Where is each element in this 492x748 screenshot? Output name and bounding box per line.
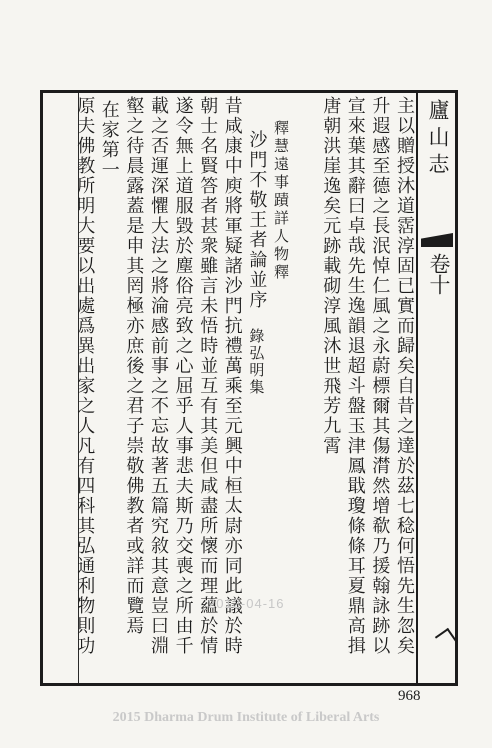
text-column — [146, 96, 170, 680]
text-column — [244, 130, 268, 714]
text-column — [294, 96, 318, 680]
column-text: 唐朝洪崖逸矣元跡載砌淳風沐世飛芳九霄 — [320, 96, 342, 456]
text-column — [72, 96, 96, 680]
text-column — [318, 96, 342, 680]
text-column — [392, 96, 416, 680]
running-header — [416, 93, 456, 683]
column-text: 升遐感至德之長泯悼仁風之永蔚標爾其傷潸然增欷乃援翰詠跡以 — [369, 96, 391, 656]
source-note: 錄弘明集 — [247, 328, 266, 396]
column-text: 沙門不敬王者論並序 — [246, 130, 268, 310]
column-text: 朝士名賢答者甚衆雖言未悟時並互有其美但咸盡所懷而理蘊於情 — [197, 96, 219, 656]
text-column — [97, 100, 121, 684]
column-text: 釋慧遠事蹟詳人物釋 — [272, 120, 290, 282]
page-number: 968 — [398, 688, 421, 704]
volume-label: 卷十 — [427, 253, 451, 295]
text-column — [343, 96, 367, 680]
column-text: 原夫佛教所明大要以出處爲異出家之人凡有四科其弘通利物則功 — [74, 96, 96, 656]
text-column — [269, 120, 293, 704]
date-watermark: 2012-04-16 — [208, 596, 285, 611]
fishtail-mark — [421, 233, 453, 247]
corner-mark — [435, 628, 457, 650]
text-column — [171, 96, 195, 680]
text-column — [220, 96, 244, 680]
text-column — [367, 96, 391, 680]
column-text: 宣來葉其辭曰卓哉先生逸韻退超斗盤玉津鳳戢瓊條條耳夏鼎高揖 — [344, 96, 366, 656]
column-text: 在家第一 — [98, 100, 120, 180]
text-column — [121, 96, 145, 680]
column-text: 昔咸康中庾將軍疑諸沙門抗禮萬乘至元興中桓太尉亦同此議於時 — [221, 96, 243, 656]
column-text: 遂令無上道服毀於塵俗亮致之心屈乎人事悲夫斯乃交喪之所由千 — [172, 96, 194, 656]
column-text: 載之否運深懼大法之將淪感前事之不忘故著五篇究敘其意豈曰淵 — [148, 96, 169, 656]
footer-credit: 2015 Dharma Drum Institute of Liberal Arts — [112, 710, 380, 725]
column-text: 主以贈授沐道霑淳固已實而歸矣自昔之達於茲七稔何悟先生忽矣 — [394, 96, 415, 656]
column-text: 壑之待晨露蓋是申其罔極亦庶後之君子崇敬佛教者或詳而覽焉 — [123, 96, 145, 636]
book-title: 廬山志 — [426, 99, 450, 180]
text-column — [195, 96, 219, 680]
